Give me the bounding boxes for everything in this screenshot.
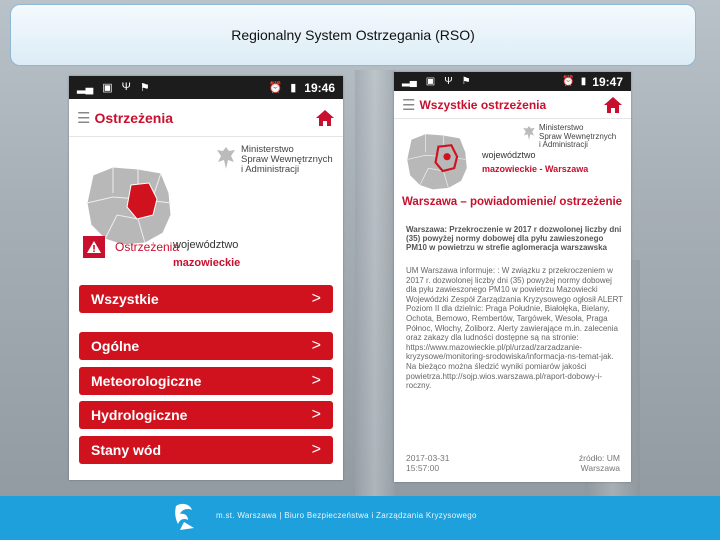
warszawa-marker	[443, 153, 450, 160]
ministry-logo	[215, 145, 333, 175]
app-bar-title: Wszystkie ostrzeżenia	[419, 97, 547, 112]
alarm-icon: ⏰	[268, 82, 283, 94]
slide-footer	[0, 496, 720, 540]
ministry-line-2: Spraw Wewnętrznych	[241, 154, 333, 165]
menu-button-label: Hydrologiczne	[91, 407, 188, 423]
slide-title-box	[10, 4, 696, 66]
chevron-right-icon: >	[311, 406, 321, 423]
hamburger-menu-icon[interactable]: ☰	[402, 96, 416, 114]
menu-button-label: Stany wód	[91, 442, 162, 458]
ministry-logo	[522, 124, 616, 150]
signal-icon: ▂▄	[402, 76, 417, 87]
ministry-line-3: i Administracji	[241, 164, 300, 175]
source-label: źródło: UM	[578, 453, 620, 463]
battery-icon: ▮	[580, 76, 587, 87]
chevron-right-icon: >	[311, 337, 321, 354]
flag-icon: ⚑	[461, 76, 471, 87]
region-header	[69, 137, 343, 269]
menu-button-label: Meteorologiczne	[91, 373, 202, 389]
app-bar-title: Ostrzeżenia	[94, 109, 174, 126]
menu-button-water-levels[interactable]	[79, 436, 333, 464]
status-bar	[69, 76, 343, 99]
usb-icon: Ψ	[121, 81, 131, 93]
alarm-icon: ⏰	[562, 76, 575, 87]
menu-button-general[interactable]	[79, 332, 333, 360]
alert-source	[568, 453, 620, 473]
status-bar	[394, 72, 631, 91]
app-bar	[394, 91, 631, 119]
voivodeship-name: mazowieckie - Warszawa	[482, 164, 589, 174]
ministry-line-1: Ministerstwo	[539, 123, 584, 132]
image-icon: ▣	[425, 76, 436, 87]
warning-icon	[83, 236, 105, 258]
ministry-line-2: Spraw Wewnętrznych	[539, 131, 617, 141]
voivodeship-label: województwo	[173, 239, 239, 251]
background-tower	[355, 70, 395, 500]
menu-button-all[interactable]	[79, 285, 333, 313]
usb-icon: Ψ	[444, 76, 453, 87]
alerts-heading-row	[83, 236, 179, 258]
home-icon[interactable]	[603, 96, 623, 114]
chevron-right-icon: >	[311, 372, 321, 389]
source-name: Warszawa	[580, 463, 620, 473]
status-time: 19:47	[592, 74, 623, 89]
footer-text: m.st. Warszawa | Biuro Bezpieczeństwa i Zarządzania Kryzysowego	[216, 511, 477, 520]
menu-button-label: Ogólne	[91, 338, 140, 354]
chevron-right-icon: >	[311, 290, 321, 307]
battery-icon: ▮	[290, 82, 297, 94]
alert-time: 15:57:00	[406, 463, 440, 473]
menu-button-label: Wszystkie	[91, 291, 159, 307]
alert-title: Warszawa – powiadomienie/ ostrzeżenie	[402, 196, 623, 208]
hamburger-menu-icon[interactable]: ☰	[77, 109, 91, 127]
image-icon: ▣	[102, 82, 113, 94]
warsaw-mermaid-logo-icon	[170, 500, 200, 532]
phone-screenshot-alerts-menu	[69, 76, 343, 480]
poland-map	[83, 163, 175, 247]
menu-button-meteorological[interactable]	[79, 367, 333, 395]
app-bar	[69, 99, 343, 137]
ministry-line-3: i Administracji	[539, 140, 588, 149]
alerts-heading: Ostrzeżenia	[115, 240, 180, 254]
flag-icon: ⚑	[139, 82, 150, 94]
poland-map	[404, 130, 470, 192]
menu-button-hydrological[interactable]	[79, 401, 333, 429]
eagle-emblem-icon	[522, 124, 536, 142]
ministry-line-1: Ministerstwo	[241, 144, 294, 155]
slide-title: Regionalny System Ostrzegania (RSO)	[231, 27, 475, 43]
voivodeship-name: mazowieckie	[173, 257, 241, 269]
alert-timestamp	[406, 453, 449, 473]
phone-screenshot-alert-detail	[394, 72, 631, 482]
status-time: 19:46	[304, 80, 335, 95]
home-icon[interactable]	[315, 109, 335, 127]
alert-date: 2017-03-31	[406, 453, 450, 463]
alert-lead: Warszawa: Przekroczenie w 2017 r dozwolonej liczby dni (35) powyżej normy dobowej dla pyłu zawieszonego PM10 w powietrzu w strefie aglomeracja warszawska	[406, 225, 622, 253]
chevron-right-icon: >	[311, 441, 321, 458]
voivodeship-label: województwo	[482, 150, 536, 160]
eagle-emblem-icon	[215, 145, 237, 171]
signal-icon: ▂▄	[77, 82, 94, 94]
alert-body: UM Warszawa informuje: : W związku z przekroczeniem w 2017 r. dozwolonej liczby dni (35) powyżej normy dobowej dla pyłu zawieszonego PM10 w powietrzu Mazowiecki Wojewódzki Zespół Zarządzania Kryzysowego ogłosił ALERT Poziom II dla dzielnic: Praga Południe, Białołęka, Bielany, Ochota, Bemowo, Rembertów, Targówek, Wesoła, Praga Północ, Włochy, Żoliborz. Alerty zawierające m.in. zalecenia oraz zakazy dla ludności dostępne są na stronie: https://www.mazowieckie.pl/pl/urzad/zarzadzanie-kryzysowe/monitoring-srodowiska/informacja-ns-temat-jak. Na bieżąco można śledzić wyniki pomiarów jakości powietrza.http://sojp.wios.warszawa.pl/raport-dobowy-i-roczny.	[406, 266, 623, 391]
